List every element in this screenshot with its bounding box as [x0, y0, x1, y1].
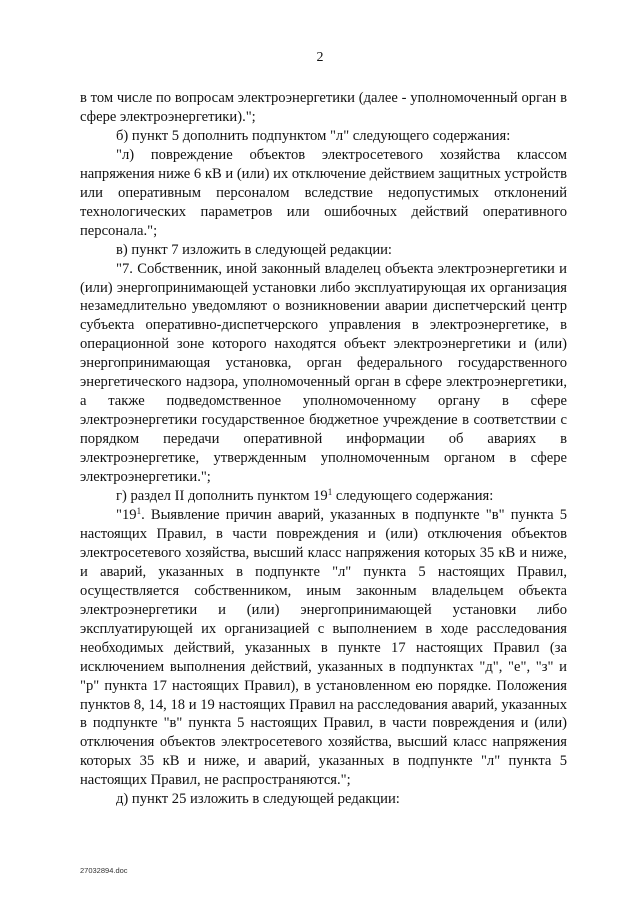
paragraph-item-b: б) пункт 5 дополнить подпунктом "л" следующего содержания:: [116, 127, 511, 144]
paragraph-point-19-1-start: "19: [116, 506, 137, 523]
paragraph-item-g: [80, 487, 567, 506]
superscript-marker: 1: [136, 505, 142, 516]
paragraph-subitem-l: "л) повреждение объектов электросетевого хозяйства классом напряжения ниже 6 кВ и (или) их отключение действием защитных устройств или оперативным персоналом вследствие недопустимых отклонений технологических параметров или ошибочных действий оперативного персонала.";: [80, 146, 567, 239]
document-body: [80, 89, 567, 809]
paragraph-item-g-text-end: следующего содержания:: [332, 488, 494, 505]
paragraph-point-19-1: [80, 506, 567, 790]
paragraph-continuation: в том числе по вопросам электроэнергетики (далее - уполномоченный орган в сфере электроэнергетики).";: [80, 90, 567, 125]
paragraph-point-7: "7. Собственник, иной законный владелец объекта электроэнергетики и (или) энергопринимающей установки либо эксплуатирующая их организация незамедлительно уведомляют о возникновении аварии диспетчерский центр субъекта оперативно-диспетчерского управления в электроэнергетике, в операционной зоне которого находятся объект электроэнергетики и (или) энергопринимающая установка, орган федерального государственного энергетического надзора, уполномоченный орган в сфере электроэнергетики, а также подведомственное уполномоченному органу в сфере электроэнергетики государственное бюджетное учреждение в соответствии с порядком передачи оперативной информации об авариях в электроэнергетике, утвержденным уполномоченным органом в сфере электроэнергетики.";: [80, 260, 567, 486]
footer-document-id: 27032894.doc: [80, 866, 128, 875]
paragraph-point-19-1-text: . Выявление причин аварий, указанных в подпункте "в" пункта 5 настоящих Правил, в части повреждения и (или) отключения объектов электросетевого хозяйства, высший класс напряжения которых 35 кВ и ниже, и аварий, указанных в подпункте "л" пункта 5 настоящих Правил, осуществляется собственником, иным законным владельцем объекта электроэнергетики и (или) энергопринимающей установки либо эксплуатирующей их организацией с выполнением в ходе расследования необходимых действий, указанных в пункте 17 настоящих Правил (за исключением выполнения действий, указанных в подпунктах "д", "е", "з" и "р" пункта 17 настоящих Правил), в установленном ею порядке. Положения пунктов 8, 14, 18 и 19 настоящих Правил на расследования аварий, указанных в подпункте "в" пункта 5 настоящих Правил, в части повреждения и (или) отключения объектов электросетевого хозяйства, высший класс напряжения которых 35 кВ и ниже, и аварий, указанных в подпункте "л" пункта 5 настоящих Правил, не распространяются.";: [80, 506, 567, 789]
superscript-marker: 1: [327, 487, 333, 498]
paragraph-item-v: в) пункт 7 изложить в следующей редакции:: [116, 241, 392, 258]
page-number: 2: [316, 50, 324, 65]
paragraph-item-g-text: г) раздел II дополнить пунктом 19: [116, 488, 328, 505]
paragraph-item-d: д) пункт 25 изложить в следующей редакции:: [116, 791, 400, 808]
